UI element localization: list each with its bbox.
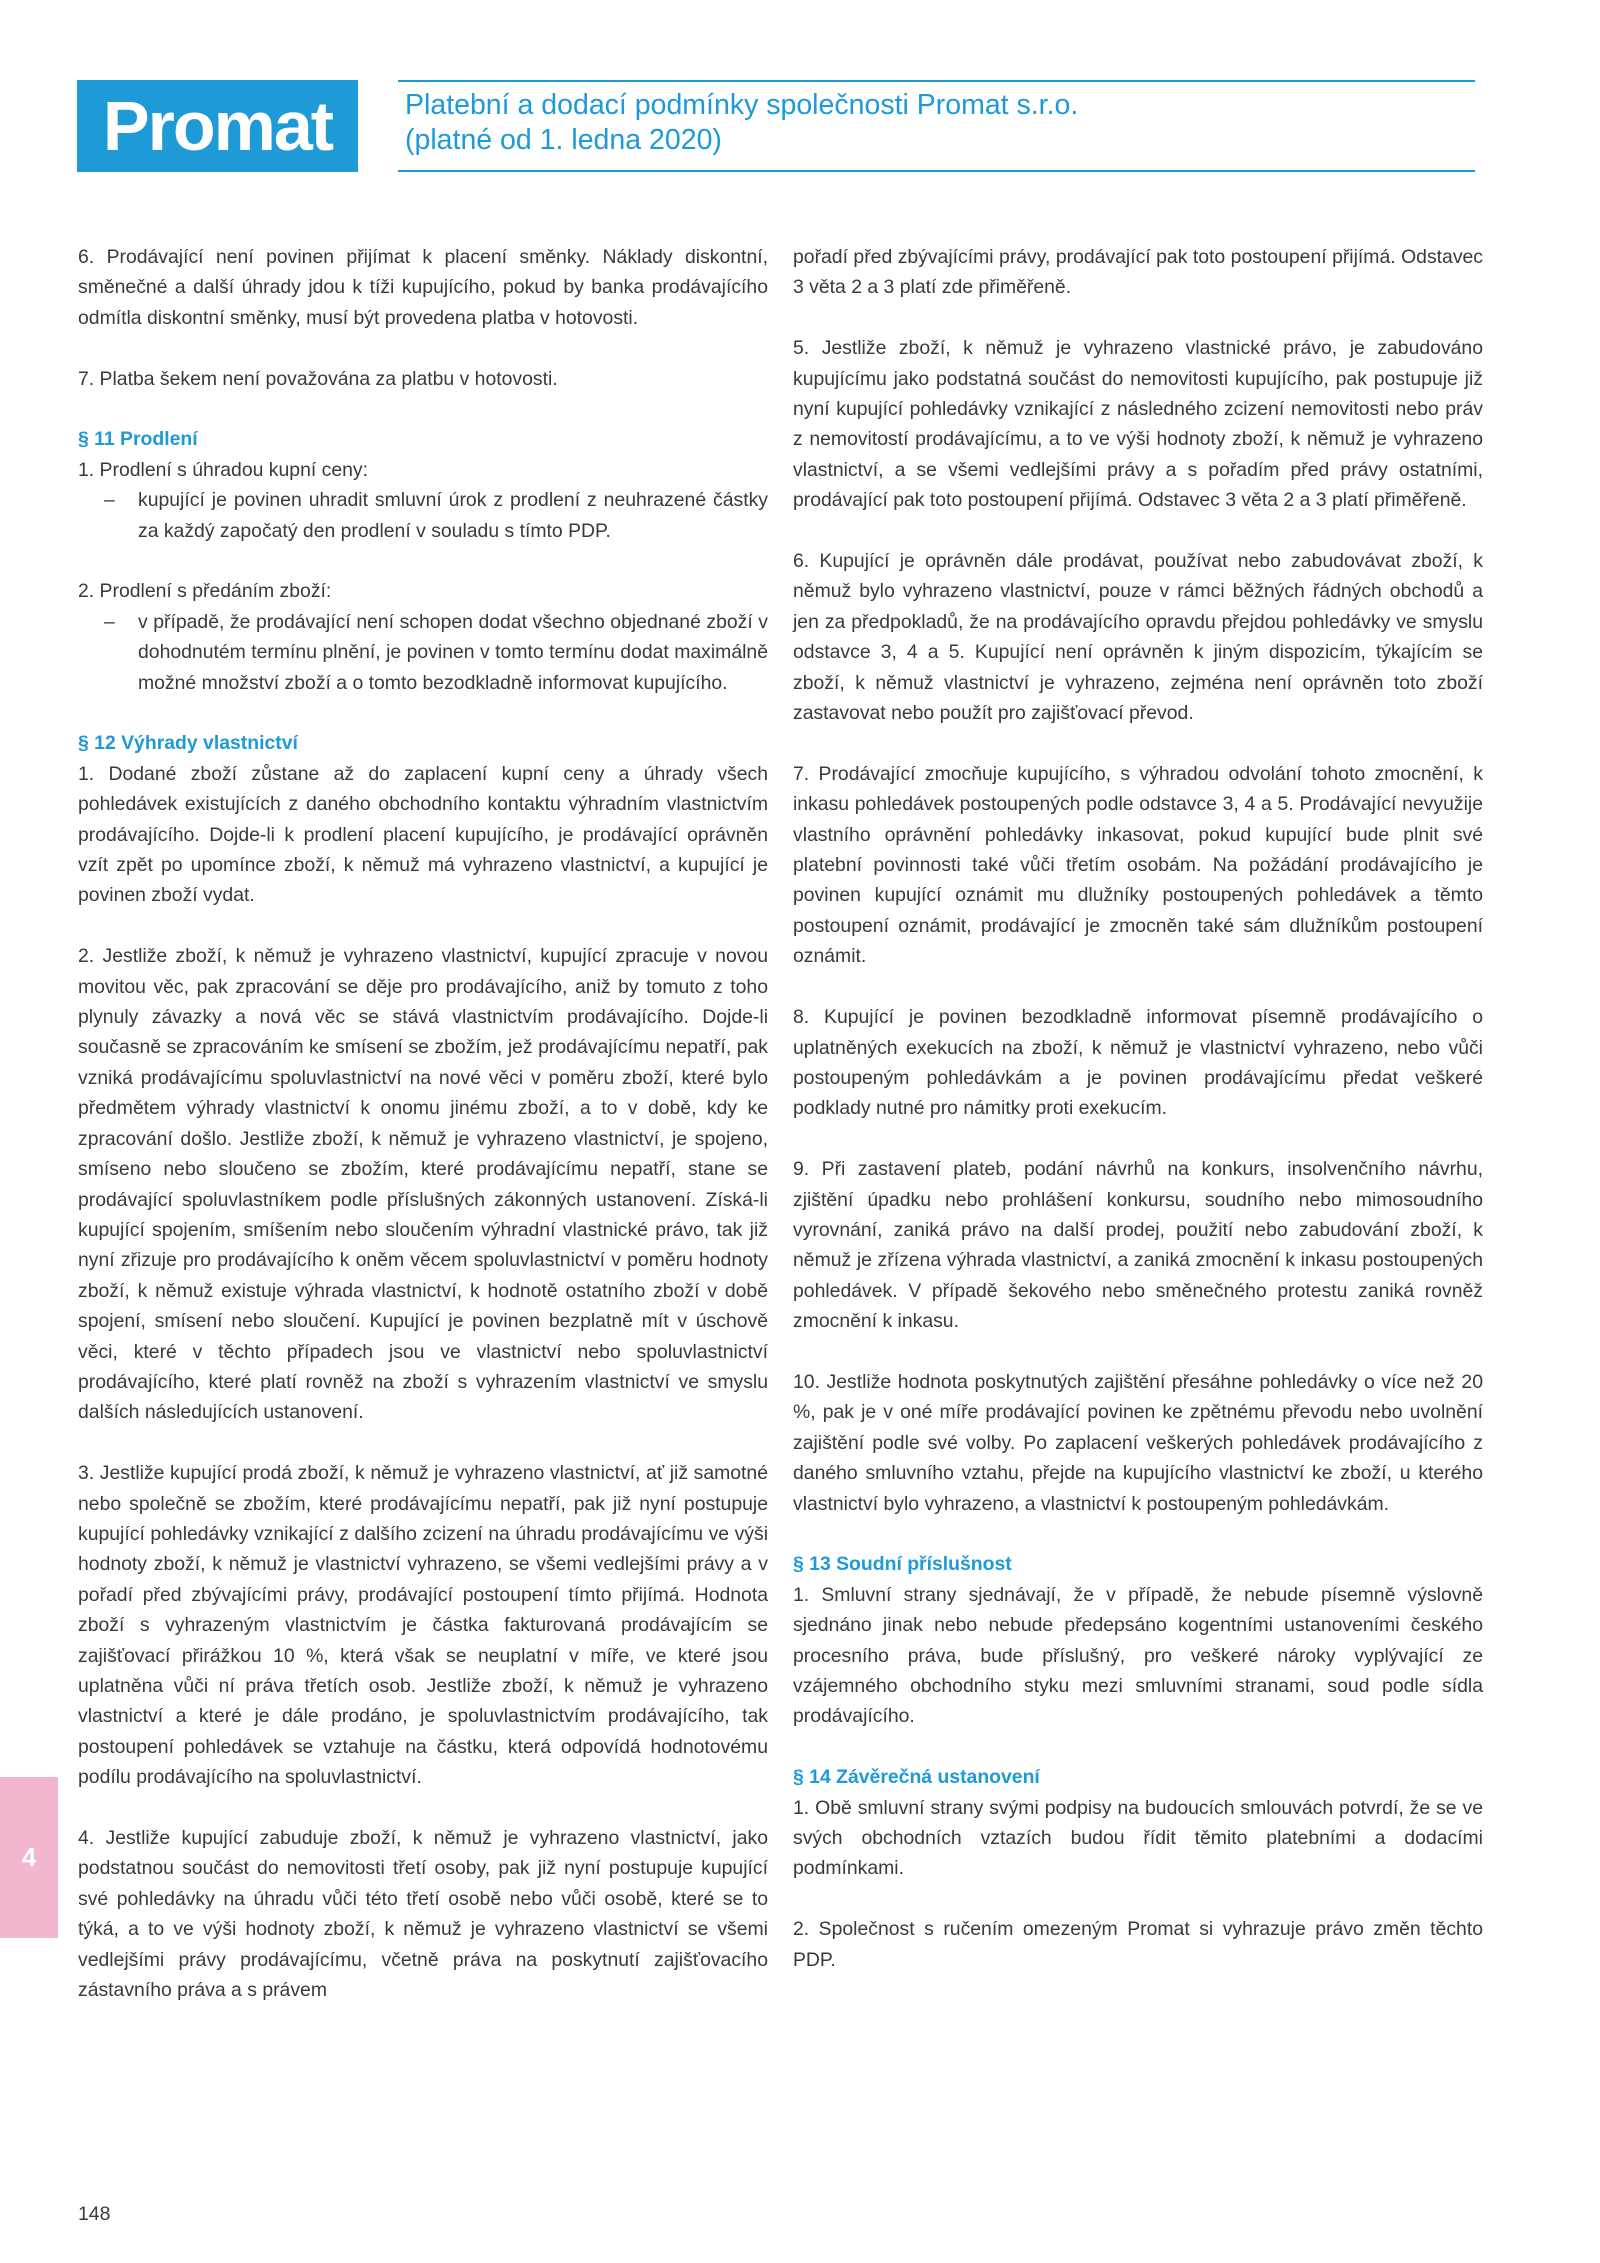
section-heading-12: § 12 Výhrady vlastnictví [78, 732, 298, 755]
document-title-line-1: Platební a dodací podmínky společnosti Promat s.r.o. [405, 89, 1079, 121]
paragraph-s12-8: 8. Kupující je povinen bezodkladně informovat písemně prodávajícího o uplatněných exekucích na zboží, k němuž je vlastnictví vyhrazeno, nebo vůči postoupeným pohledávkám a je povinen prodávajícímu předat veškeré podklady nutné pro námitky proti exekucím. [793, 1006, 1483, 1120]
left-column [78, 242, 768, 2005]
paragraph-s10-7: 7. Platba šekem není považována za platbu v hotovosti. [78, 367, 558, 390]
paragraph-s12-5: 5. Jestliže zboží, k němuž je vyhrazeno vlastnické právo, je zabudováno kupujícímu jako podstatná součást do nemovitosti kupujícího, pak postupuje již nyní kupující pohledávky vznikající z následného zcizení nemovitosti nebo práv z nemovitostí prodávajícímu, a to ve výši hodnoty zboží, k němuž je vyhrazeno vlastnictví, a se všemi vedlejšími právy a s pořadím před právy ostatními, prodávající pak toto postoupení přijímá. Odstavec 3 věta 2 a 3 platí přiměřeně. [793, 337, 1483, 512]
promat-logo: Promat [77, 80, 358, 172]
paragraph-s10-6: 6. Prodávající není povinen přijímat k placení směnky. Náklady diskontní, směnečné a další úhrady jdou k tíži kupujícího, pokud by banka prodávajícího odmítla diskontní směnky, musí být provedena platba v hotovosti. [78, 246, 768, 329]
paragraph-s11-1-dash: – kupující je povinen uhradit smluvní úrok z prodlení z neuhrazené částky za každý započatý den prodlení v souladu s tímto PDP. [78, 485, 768, 546]
paragraph-s14-2: 2. Společnost s ručením omezeným Promat si vyhrazuje právo změn těchto PDP. [793, 1918, 1483, 1971]
paragraph-s11-1: 1. Prodlení s úhradou kupní ceny: [78, 458, 368, 481]
paragraph-s12-7: 7. Prodávající zmocňuje kupujícího, s výhradou odvolání tohoto zmocnění, k inkasu pohledávek postoupených podle odstavce 3, 4 a 5. Prodávající nevyužije vlastního oprávnění pohledávky inkasovat, pokud kupující bude plnit své platební povinnosti také vůči třetím osobám. Na požádání prodávajícího je povinen kupující oznámit mu dlužníky postoupených pohledávek a těmto postoupení oznámit, prodávající je zmocněn také sám dlužníkům postoupení oznámit. [793, 762, 1483, 968]
right-column [793, 242, 1483, 1975]
paragraph-s12-3: 3. Jestliže kupující prodá zboží, k němuž je vyhrazeno vlastnictví, ať již samotné nebo společně se zbožím, které prodávajícímu nepatří, pak již nyní postupuje kupující pohledávky vznikající z dalšího zcizení na úhradu prodávajícímu ve výši hodnoty zboží, k němuž je vlastnictví vyhrazeno, se všemi vedlejšími právy a v pořadí před zbývajícími právy, prodávající postoupení tímto přijímá. Hodnota zboží s vyhrazeným vlastnictvím je částka fakturovaná prodávajícím se zajišťovací přirážkou 10 %, která však se neuplatní v míře, ve které jsou uplatněna vůči ní práva třetích osob. Jestliže zboží, k němuž je vyhrazeno vlastnictví a které je dále prodáno, je spoluvlastnictvím prodávajícího, tak postoupení pohledávek se vztahuje na částku, která odpovídá hodnotovému podílu prodávajícího na spoluvlastnictví. [78, 1462, 768, 1789]
paragraph-s14-1: 1. Obě smluvní strany svými podpisy na budoucích smlouvách potvrdí, že se ve svých obchodních vztazích budou řídit těmito platebními a dodacími podmínkami. [793, 1796, 1483, 1880]
page-number: 148 [78, 2203, 111, 2225]
paragraph-s11-2: 2. Prodlení s předáním zboží: [78, 580, 332, 603]
section-heading-14: § 14 Závěrečná ustanovení [793, 1766, 1040, 1789]
paragraph-s12-9: 9. Při zastavení plateb, podání návrhů na konkurs, insolvenčního návrhu, zjištění úpadku nebo prohlášení konkursu, soudního nebo mimosoudního vyrovnání, zaniká právo na další prodej, použití nebo zabudování zboží, k němuž je zřízena výhrada vlastnictví, a zaniká zmocnění k inkasu postoupených pohledávek. V případě šekového nebo směnečného protestu zaniká rovněž zmocnění k inkasu. [793, 1158, 1483, 1333]
section-heading-13: § 13 Soudní příslušnost [793, 1553, 1012, 1576]
paragraph-s12-6: 6. Kupující je oprávněn dále prodávat, používat nebo zabudovávat zboží, k němuž bylo vyhrazeno vlastnictví, pouze v rámci běžných řádných obchodů a jen za předpokladů, že na prodávajícího opravdu přejdou pohledávky ve smyslu odstavce 3, 4 a 5. Kupující není oprávněn k jiným dispozicím, týkajícím se zboží, k němuž vlastnictví je vyhrazeno, zejména není oprávněn toto zboží zastavovat nebo použít pro zajišťovací převod. [793, 550, 1483, 725]
header-bottom-rule [398, 170, 1475, 172]
header-top-rule [398, 80, 1475, 82]
paragraph-s12-10: 10. Jestliže hodnota poskytnutých zajištění přesáhne pohledávky o více než 20 %, pak je v oné míře prodávající povinen ke zpětnému převodu nebo uvolnění zajištění podle své volby. Po zaplacení veškerých pohledávek prodávajícího z daného smluvního vztahu, přejde na kupujícího vlastnictví ke zboží, u kterého vlastnictví bylo vyhrazeno, a vlastnictví k postoupeným pohledávkám. [793, 1370, 1483, 1515]
paragraph-s11-2-dash: – v případě, že prodávající není schopen dodat všechno objednané zboží v dohodnutém termínu plnění, je povinen v tomto termínu dodat maximálně možné množství zboží a o tomto bezodkladně informovat kupujícího. [78, 607, 768, 698]
document-title [405, 88, 1465, 158]
paragraph-s13-1: 1. Smluvní strany sjednávají, že v případě, že nebude písemně výslovně sjednáno jinak nebo nebude předepsáno kogentními ustanoveními českého procesního práva, bude příslušný, pro veškeré nároky vyplývající ze vzájemného obchodního styku mezi smluvními stranami, soud podle sídla prodávajícího. [793, 1583, 1483, 1728]
chapter-tab: 4 [0, 1777, 58, 1938]
paragraph-s12-1: 1. Dodané zboží zůstane až do zaplacení kupní ceny a úhrady všech pohledávek existujících z daného obchodního kontaktu výhradním vlastnictvím prodávajícího. Dojde-li k prodlení placení kupujícího, je prodávající oprávněn vzít zpět po upomínce zboží, k němuž má vyhrazeno vlastnictví, a kupující je povinen zboží vydat. [78, 762, 768, 907]
document-title-line-2: (platné od 1. ledna 2020) [405, 124, 722, 156]
paragraph-s12-4-continued: pořadí před zbývajícími právy, prodávající pak toto postoupení přijímá. Odstavec 3 věta 2 a 3 platí zde přiměřeně. [793, 246, 1483, 299]
paragraph-s12-4: 4. Jestliže kupující zabuduje zboží, k němuž je vyhrazeno vlastnictví, jako podstatnou součást do nemovitosti třetí osoby, pak již nyní postupuje kupující své pohledávky na úhradu vůči této třetí osobě nebo vůči osobě, které se to týká, a to ve výši hodnoty zboží, k němuž je vyhrazeno vlastnictví se všemi vedlejšími právy prodávajícímu, včetně práva na poskytnutí zajišťovacího zástavního práva a s právem [78, 1827, 768, 2002]
paragraph-s12-2: 2. Jestliže zboží, k němuž je vyhrazeno vlastnictví, kupující zpracuje v novou movitou věc, pak zpracování se děje pro prodávajícího, aniž by tomuto z toho plynuly závazky a nová věc se stává vlastnictvím prodávajícího. Dojde-li současně se zpracováním ke smísení se zbožím, jež prodávajícímu nepatří, pak vzniká prodávajícímu spoluvlastnictví na nové věci v poměru zboží, které bylo předmětem výhrady vlastnictví k onomu jinému zboží, a to v době, kdy ke zpracování došlo. Jestliže zboží, k němuž je vyhrazeno vlastnictví, je spojeno, smíseno nebo sloučeno se zbožím, které prodávajícímu nepatří, stane se prodávající spoluvlastníkem podle příslušných zákonných ustanovení. Získá-li kupující spojením, smíšením nebo sloučením výhradní vlastnické právo, tak již nyní zřizuje pro prodávajícího k oněm věcem spoluvlastnictví v poměru hodnoty zboží, k němuž existuje výhrada vlastnictví, k hodnotě ostatního zboží v době spojení, smísení nebo sloučení. Kupující je povinen bezplatně mít v úschově věci, které v těchto případech jsou ve vlastnictví nebo spoluvlastnictví prodávajícího, které platí rovněž na zboží s vyhrazením vlastnictví ve smyslu dalších následujících ustanovení. [78, 945, 768, 1424]
section-heading-11: § 11 Prodlení [78, 428, 198, 451]
